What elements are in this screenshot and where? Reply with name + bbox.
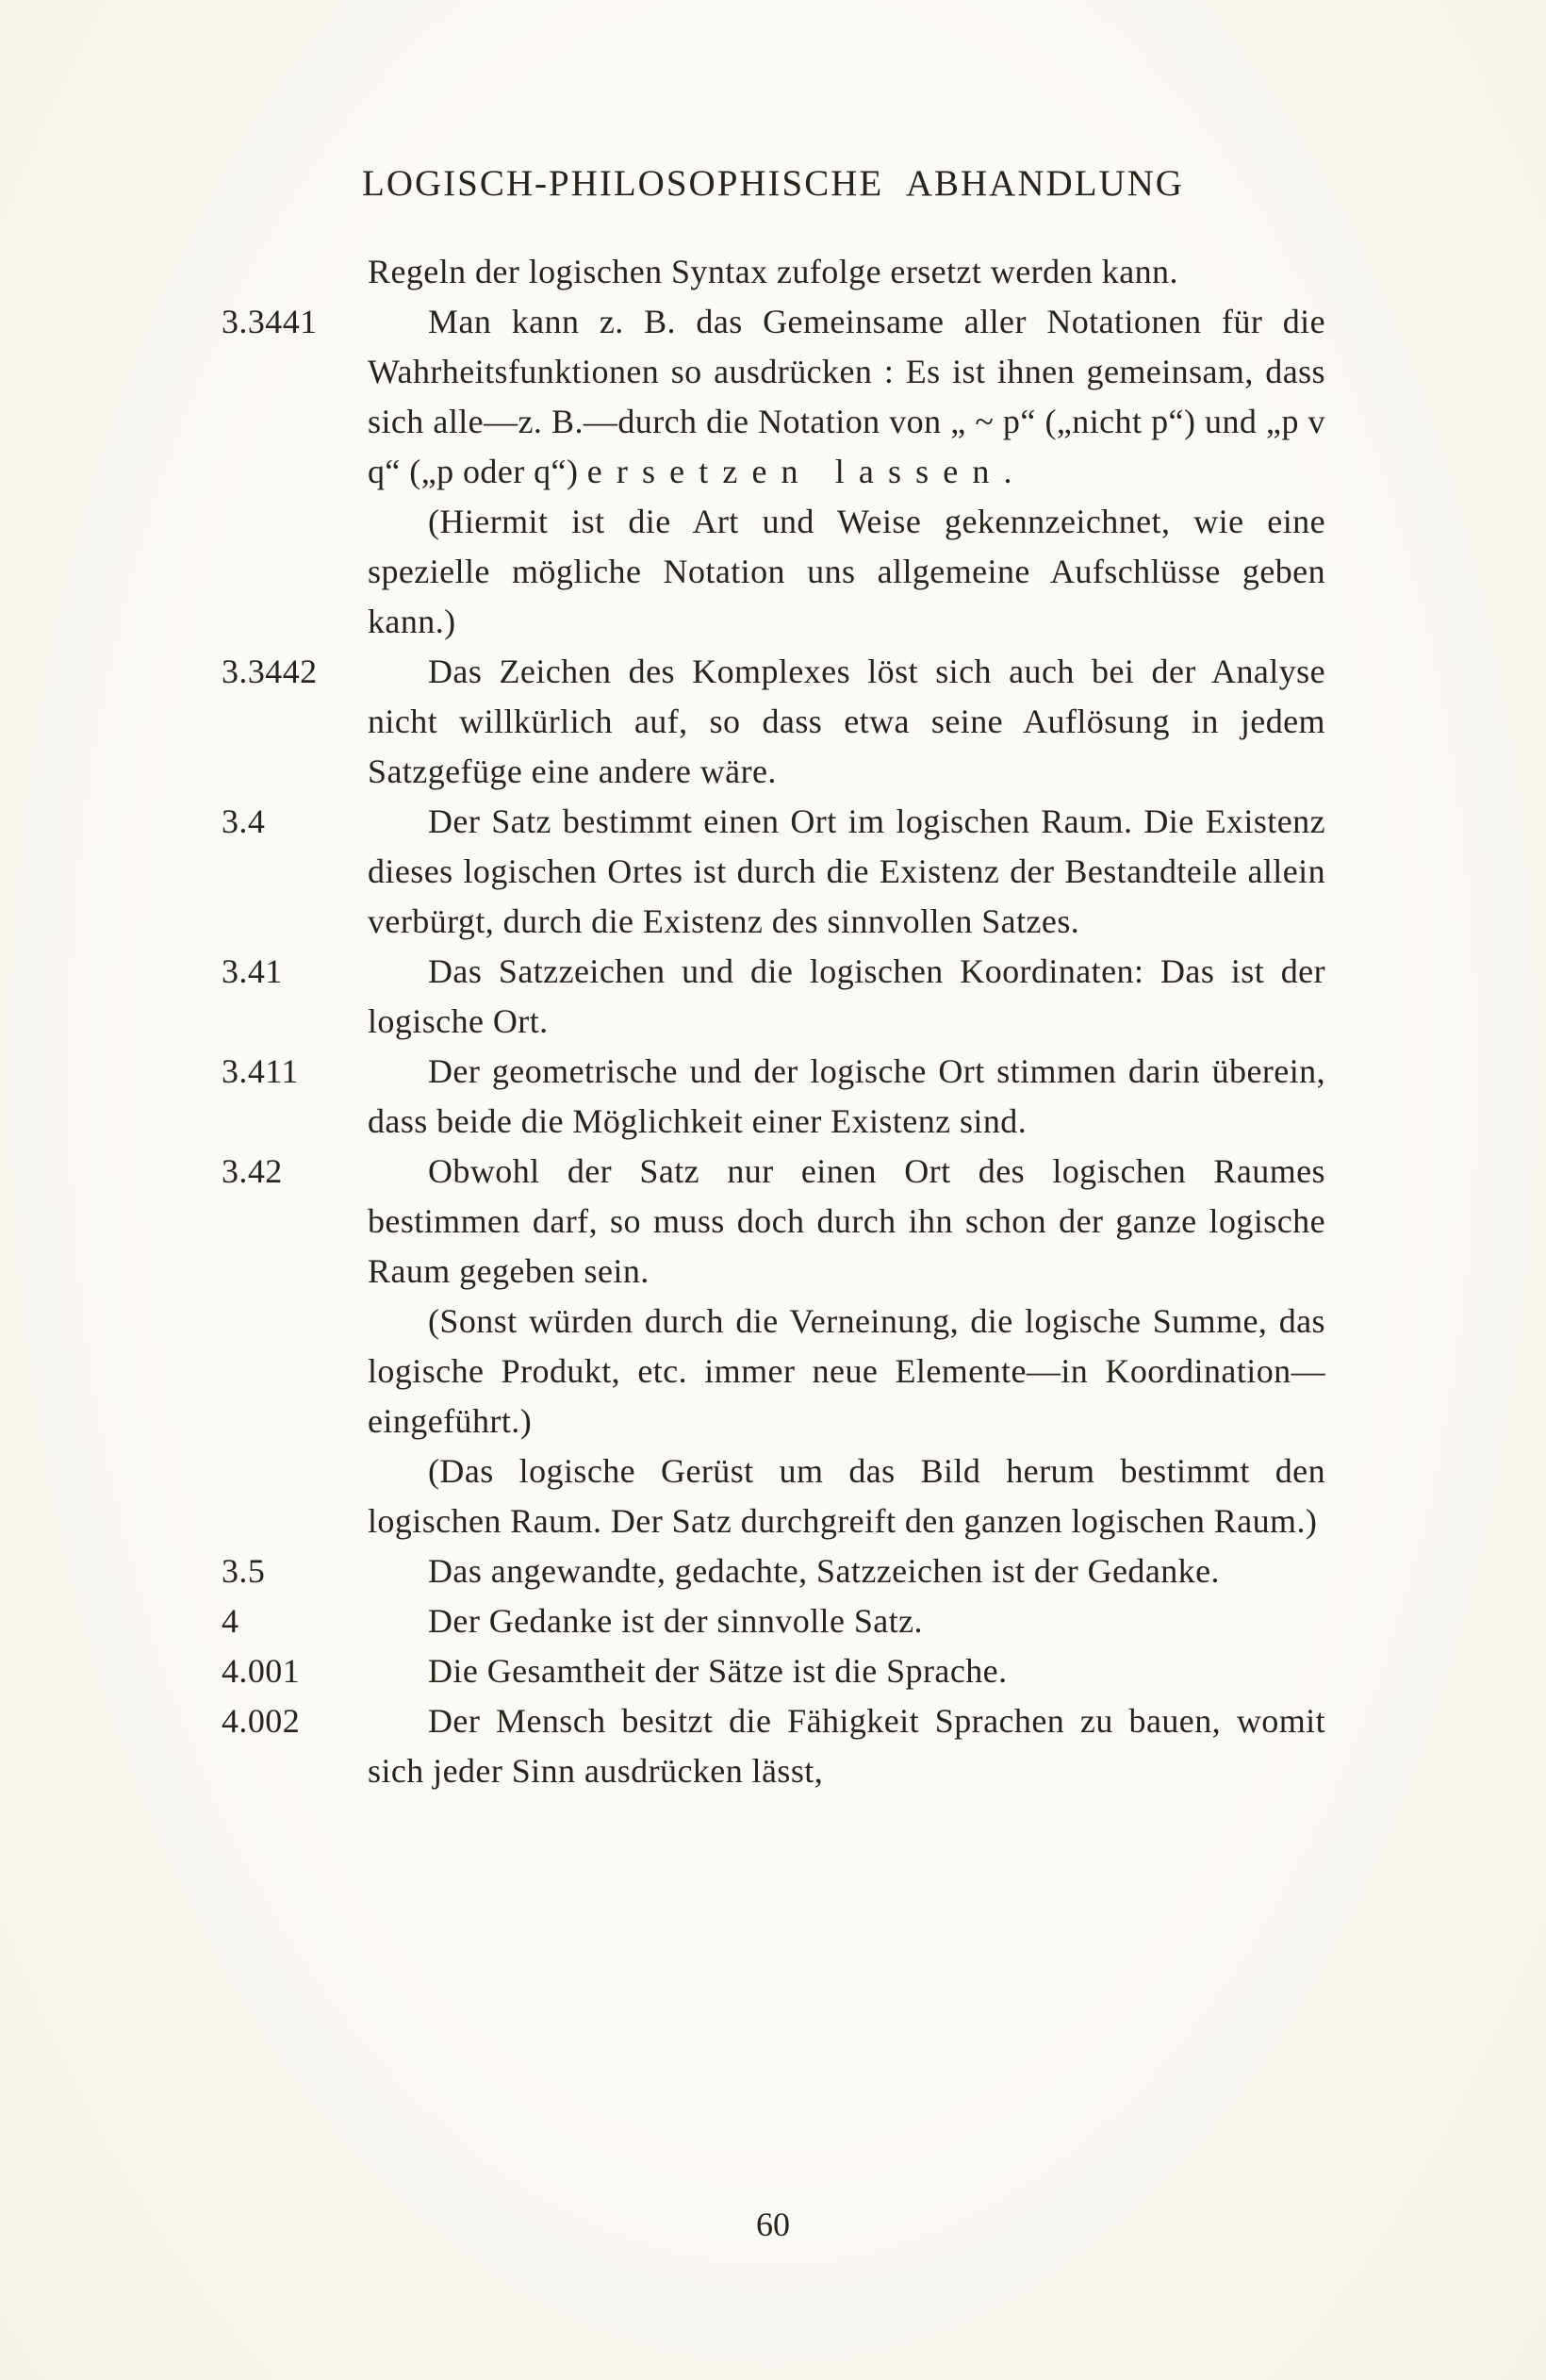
proposition-number: 4 — [222, 1602, 239, 1640]
page-number: 60 — [756, 2206, 790, 2243]
text-block — [222, 247, 1325, 1796]
proposition-number: 4.002 — [222, 1702, 301, 1740]
proposition-text: Das Zeichen des Komplexes löst sich auch bei der Analyse nicht willkürlich auf, so dass etwa seine Auflösung in jedem Satzgefüge eine andere wäre. — [368, 653, 1325, 790]
proposition-text: Das angewandte, gedachte, Satzzeichen ist der Gedanke. — [428, 1552, 1220, 1590]
proposition-text — [368, 297, 1325, 497]
proposition-3-42 — [222, 1147, 1325, 1546]
proposition-number: 4.001 — [222, 1652, 301, 1690]
proposition-3-41 — [222, 947, 1325, 1047]
proposition-text: (Das logische Gerüst um das Bild herum bestimmt den logischen Raum. Der Satz durchgreift den ganzen logischen Raum.) — [368, 1452, 1325, 1540]
proposition-text: Der Mensch besitzt die Fähigkeit Sprachen zu bauen, womit sich jeder Sinn ausdrücken lässt, — [368, 1702, 1325, 1790]
proposition-continuation — [368, 247, 1325, 297]
proposition-number: 3.5 — [222, 1552, 266, 1590]
proposition-3-411 — [222, 1047, 1325, 1147]
proposition-4-002 — [222, 1696, 1325, 1796]
proposition-number: 3.3441 — [222, 303, 318, 340]
proposition-number: 3.3442 — [222, 653, 318, 690]
proposition-text: Das Satzzeichen und die logischen Koordinaten: Das ist der logische Ort. — [368, 952, 1325, 1040]
proposition-4 — [222, 1596, 1325, 1646]
proposition-number: 3.411 — [222, 1052, 299, 1090]
proposition-text: (Hiermit ist die Art und Weise gekennzeichnet, wie eine spezielle mögliche Notation uns allgemeine Aufschlüsse geben kann.) — [368, 503, 1325, 640]
proposition-4-001 — [222, 1646, 1325, 1696]
proposition-3-3442 — [222, 647, 1325, 797]
proposition-text: Der Gedanke ist der sinnvolle Satz. — [428, 1602, 923, 1640]
running-head: LOGISCH-PHILOSOPHISCHE ABHANDLUNG — [362, 163, 1184, 204]
proposition-text: Obwohl der Satz nur einen Ort des logischen Raumes bestimmen darf, so muss doch durch ihn schon der ganze logische Raum gegeben sein. — [368, 1152, 1325, 1290]
proposition-number: 3.42 — [222, 1152, 283, 1190]
proposition-number: 3.41 — [222, 952, 283, 990]
proposition-text: Der geometrische und der logische Ort stimmen darin überein, dass beide die Möglichkeit einer Existenz sind. — [368, 1052, 1325, 1140]
proposition-text: (Sonst würden durch die Verneinung, die logische Summe, das logische Produkt, etc. immer neue Elemente—in Koordination—eingeführt.) — [368, 1302, 1325, 1440]
proposition-3-5 — [222, 1546, 1325, 1596]
proposition-text: Die Gesamtheit der Sätze ist die Sprache. — [428, 1652, 1008, 1690]
proposition-3-4 — [222, 797, 1325, 947]
proposition-text: Regeln der logischen Syntax zufolge ersetzt werden kann. — [368, 253, 1178, 290]
proposition-text-emphasis: ersetzen lassen. — [586, 453, 1027, 490]
proposition-text: Der Satz bestimmt einen Ort im logischen Raum. Die Existenz dieses logischen Ortes ist durch die Existenz der Bestandteile allein verbürgt, durch die Existenz des sinnvollen Satzes. — [368, 802, 1325, 940]
proposition-text-lead: Man kann z. B. das Gemeinsame aller Notationen für die Wahrheitsfunktionen so ausdrücken : Es ist ihnen gemeinsam, dass sich alle—z. B.—durch die Notation von „ ~ p“ („nicht p“) und „p v q“ („p oder q“) — [368, 303, 1325, 490]
proposition-3-3441 — [222, 297, 1325, 647]
proposition-number: 3.4 — [222, 802, 266, 840]
